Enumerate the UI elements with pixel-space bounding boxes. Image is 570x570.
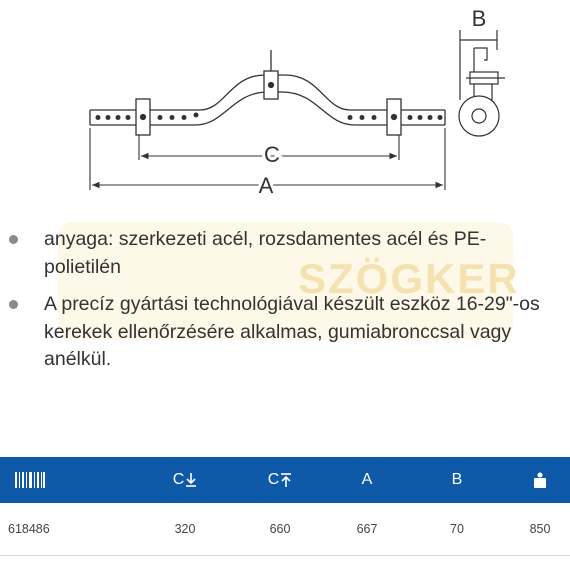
list-item-text: anyaga: szerkezeti acél, rozsdamentes acél és PE-polietilén xyxy=(44,228,487,278)
cell-code: 618486 xyxy=(8,522,50,536)
arrow-down-to-line-icon xyxy=(185,472,197,488)
arrow-up-to-line-icon xyxy=(280,472,292,488)
header-b: B xyxy=(451,471,463,488)
side-view xyxy=(459,30,505,136)
cell-weight: 850 xyxy=(529,522,551,536)
dimension-c-label: C xyxy=(264,142,280,167)
header-c-min xyxy=(160,457,210,503)
right-clamp xyxy=(387,99,401,135)
list-item xyxy=(0,291,570,374)
table-header xyxy=(0,457,570,503)
dimension-b-label: B xyxy=(471,6,487,31)
list-item xyxy=(0,226,570,281)
weight-icon xyxy=(520,457,560,503)
feature-list xyxy=(0,226,570,384)
watermark-logo: SZÖGKER xyxy=(298,255,520,302)
table-row xyxy=(0,515,570,543)
product-diagram xyxy=(0,0,570,205)
left-clamp xyxy=(136,99,150,135)
header-c-max-label: C xyxy=(267,471,280,488)
row-divider xyxy=(0,555,570,556)
cell-a: 667 xyxy=(356,522,378,536)
cell-c-max: 660 xyxy=(269,522,291,536)
header-a: A xyxy=(361,471,373,488)
center-clamp xyxy=(264,50,278,99)
list-item-text: A precíz gyártási technológiával készült eszköz 16-29"-os kerekek ellenőrzésére alkalmas, gumiabronccsal vagy anélkül. xyxy=(44,293,540,370)
cell-b: 70 xyxy=(450,522,464,536)
header-c-max xyxy=(255,457,305,503)
header-c-min-label: C xyxy=(172,471,185,488)
cell-c-min: 320 xyxy=(174,522,196,536)
bullet-dot-icon xyxy=(9,300,18,309)
barcode-icon xyxy=(10,457,50,503)
bullet-dot-icon xyxy=(9,235,18,244)
dimension-a-label: A xyxy=(258,173,274,198)
